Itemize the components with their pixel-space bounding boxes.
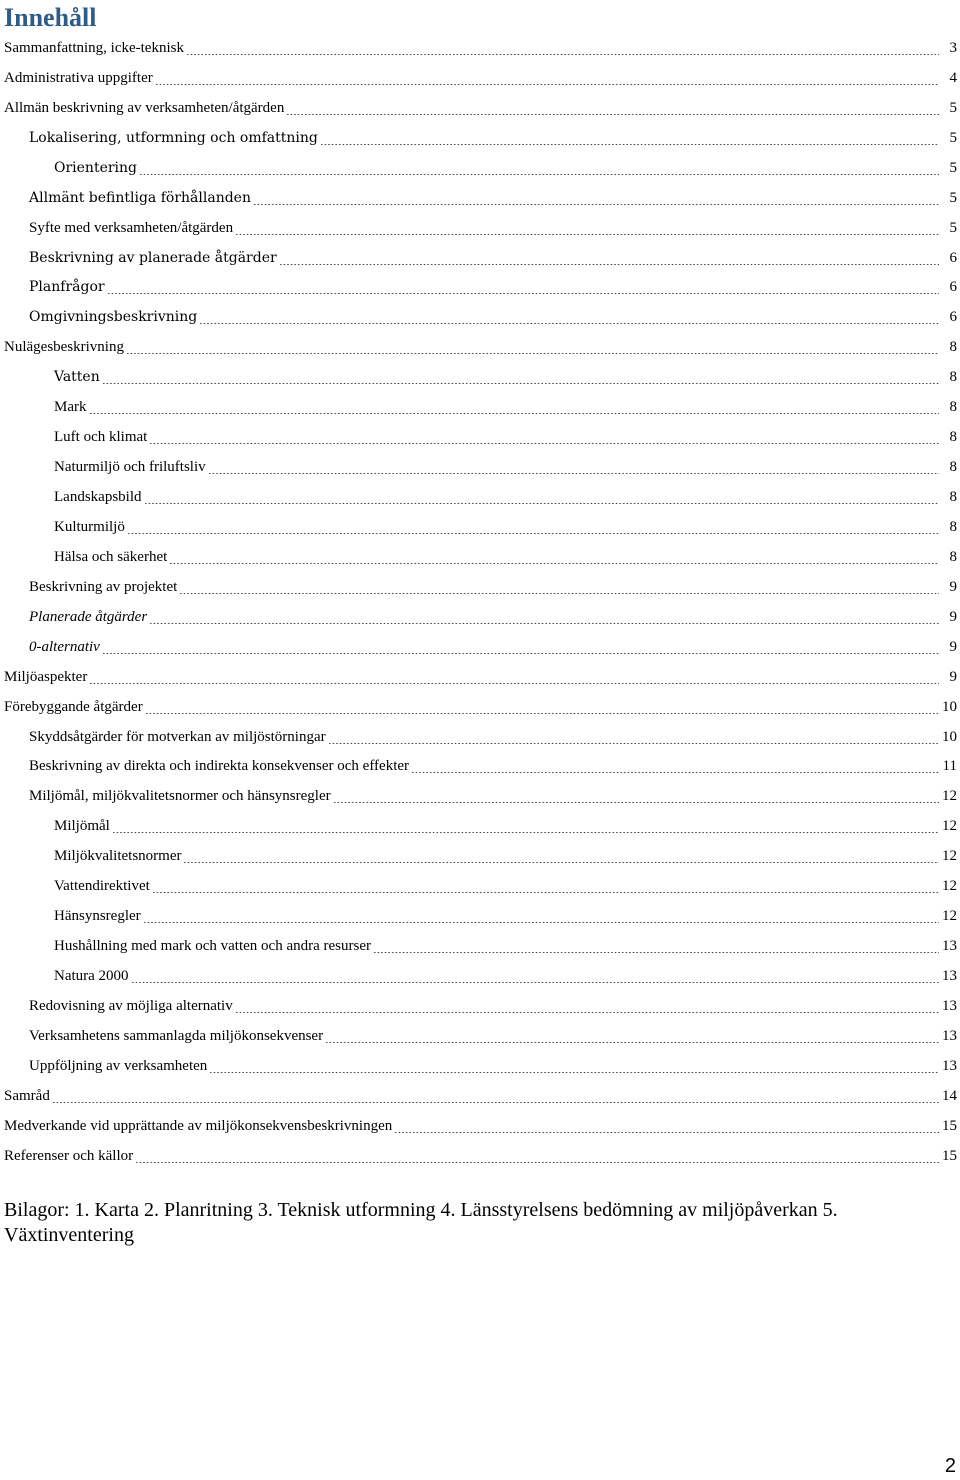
toc-entry-title: Medverkande vid upprättande av miljökonsekvensbeskrivningen <box>4 1117 393 1134</box>
toc-dot-leader <box>320 144 939 145</box>
toc-dot-leader <box>394 1132 939 1133</box>
toc-entry-title: Samråd <box>4 1087 50 1104</box>
toc-entry-title: Skyddsåtgärder för motverkan av miljöstörningar <box>29 728 326 745</box>
toc-entry[interactable] <box>0 362 960 392</box>
toc-dot-leader <box>107 293 939 294</box>
toc-entry-page: 10 <box>942 698 957 715</box>
toc-entry-title: Verksamhetens sammanlagda miljökonsekvenser <box>29 1027 324 1044</box>
toc-entry[interactable] <box>0 63 960 93</box>
toc-dot-leader <box>235 234 939 235</box>
toc-dot-leader <box>208 473 939 474</box>
toc-dot-leader <box>52 1102 939 1103</box>
toc-entry-title: Hälsa och säkerhet <box>54 548 168 565</box>
toc-dot-leader <box>149 443 939 444</box>
toc-entry-page: 8 <box>949 518 957 535</box>
toc-dot-leader <box>89 413 940 414</box>
toc-entry-page: 8 <box>949 459 957 476</box>
toc-entry-title: Planerade åtgärder <box>29 608 148 625</box>
toc-entry[interactable] <box>0 602 960 632</box>
toc-entry-title: Natura 2000 <box>54 968 129 985</box>
toc-dot-leader <box>139 174 939 175</box>
toc-entry-page: 8 <box>949 548 957 565</box>
toc-dot-leader <box>112 832 939 833</box>
toc-entry-title: Hushållning med mark och vatten och andra resurser <box>54 938 371 955</box>
toc-entry[interactable] <box>0 662 960 692</box>
toc-entry-title: Beskrivning av projektet <box>29 578 178 595</box>
toc-dot-leader <box>155 84 939 85</box>
toc-entry-page: 11 <box>942 758 957 775</box>
toc-dot-leader <box>89 683 939 684</box>
toc-entry-page: 12 <box>942 908 957 925</box>
toc-entry[interactable] <box>0 781 960 811</box>
toc-entry[interactable] <box>0 123 960 153</box>
toc-entry-page: 5 <box>949 99 957 116</box>
toc-dot-leader <box>179 593 939 594</box>
toc-dot-leader <box>373 952 939 953</box>
toc-entry-page: 8 <box>949 399 957 416</box>
toc-entry[interactable] <box>0 332 960 362</box>
toc-entry[interactable] <box>0 692 960 722</box>
toc-entry-page: 3 <box>949 39 957 56</box>
toc-entry[interactable] <box>0 991 960 1021</box>
toc-entry[interactable] <box>0 572 960 602</box>
toc-entry[interactable] <box>0 1051 960 1081</box>
toc-entry-title: Miljömål, miljökvalitetsnormer och hänsynsregler <box>29 788 331 805</box>
toc-entry[interactable] <box>0 1141 960 1171</box>
toc-entry-page: 8 <box>949 369 957 386</box>
toc-entry[interactable] <box>0 1111 960 1141</box>
toc-entry-title: Uppföljning av verksamheten <box>29 1057 208 1074</box>
toc-entry-title: Sammanfattning, icke-teknisk <box>4 39 184 56</box>
toc-entry[interactable] <box>0 153 960 183</box>
toc-entry-page: 13 <box>942 997 957 1014</box>
table-of-contents <box>0 33 960 1171</box>
toc-dot-leader <box>145 713 939 714</box>
toc-entry[interactable] <box>0 273 960 303</box>
toc-entry-page: 13 <box>942 1027 957 1044</box>
toc-entry-page: 8 <box>949 429 957 446</box>
toc-entry-title: Redovisning av möjliga alternativ <box>29 997 233 1014</box>
toc-entry-page: 12 <box>942 818 957 835</box>
toc-entry-title: Planfrågor <box>29 279 105 296</box>
toc-entry-page: 6 <box>949 279 957 296</box>
toc-entry[interactable] <box>0 841 960 871</box>
toc-entry[interactable] <box>0 901 960 931</box>
toc-dot-leader <box>149 623 939 624</box>
toc-entry[interactable] <box>0 811 960 841</box>
toc-entry-title: Landskapsbild <box>54 489 142 506</box>
toc-entry[interactable] <box>0 302 960 332</box>
toc-entry-page: 5 <box>949 189 957 206</box>
toc-entry-page: 8 <box>949 489 957 506</box>
toc-dot-leader <box>126 353 939 354</box>
toc-entry-page: 5 <box>949 159 957 176</box>
toc-entry-page: 5 <box>949 129 957 146</box>
toc-dot-leader <box>127 533 939 534</box>
toc-entry-title: Lokalisering, utformning och omfattning <box>29 129 318 146</box>
toc-entry-title: Naturmiljö och friluftsliv <box>54 459 206 476</box>
toc-entry-title: Referenser och källor <box>4 1147 134 1164</box>
toc-entry-page: 12 <box>942 848 957 865</box>
toc-dot-leader <box>253 204 939 205</box>
toc-entry[interactable] <box>0 183 960 213</box>
toc-entry[interactable] <box>0 931 960 961</box>
toc-heading: Innehåll <box>4 3 97 32</box>
toc-entry-title: Mark <box>54 399 87 416</box>
toc-entry-title: Luft och klimat <box>54 429 148 446</box>
toc-entry-page: 15 <box>942 1117 957 1134</box>
toc-entry[interactable] <box>0 632 960 662</box>
toc-entry[interactable] <box>0 243 960 273</box>
appendices-list: Bilagor: 1. Karta 2. Planritning 3. Teknisk utformning 4. Länsstyrelsens bedömning av miljöpåverkan 5. Växtinventering <box>4 1199 838 1246</box>
toc-entry-page: 5 <box>949 219 957 236</box>
toc-entry-title: Allmänt befintliga förhållanden <box>29 189 251 206</box>
toc-entry-title: Syfte med verksamheten/åtgärden <box>29 219 234 236</box>
toc-dot-leader <box>135 1162 939 1163</box>
toc-entry-title: Vatten <box>54 369 100 386</box>
toc-entry-title: Förebyggande åtgärder <box>4 698 143 715</box>
toc-dot-leader <box>411 772 939 773</box>
toc-entry-page: 6 <box>949 309 957 326</box>
toc-entry-page: 12 <box>942 788 957 805</box>
toc-entry-title: Omgivningsbeskrivning <box>29 309 198 326</box>
toc-dot-leader <box>286 114 939 115</box>
toc-entry[interactable] <box>0 482 960 512</box>
toc-entry-page: 9 <box>949 668 957 685</box>
toc-dot-leader <box>183 862 939 863</box>
toc-entry-title: Miljökvalitetsnormer <box>54 848 182 865</box>
toc-entry[interactable] <box>0 752 960 782</box>
toc-entry-title: Miljöaspekter <box>4 668 88 685</box>
toc-entry-page: 4 <box>949 69 957 86</box>
toc-entry-page: 10 <box>942 728 957 745</box>
toc-entry[interactable] <box>0 512 960 542</box>
toc-dot-leader <box>131 982 939 983</box>
toc-entry-page: 9 <box>949 638 957 655</box>
toc-entry[interactable] <box>0 93 960 123</box>
toc-dot-leader <box>209 1072 939 1073</box>
toc-entry-title: Miljömål <box>54 818 110 835</box>
toc-entry-page: 8 <box>949 339 957 356</box>
toc-entry[interactable] <box>0 33 960 63</box>
toc-entry-title: Allmän beskrivning av verksamheten/åtgärden <box>4 99 285 116</box>
toc-entry[interactable] <box>0 213 960 243</box>
toc-entry-page: 12 <box>942 878 957 895</box>
toc-entry-title: Kulturmiljö <box>54 518 125 535</box>
toc-entry-page: 13 <box>942 1057 957 1074</box>
toc-dot-leader <box>144 503 940 504</box>
toc-entry[interactable] <box>0 542 960 572</box>
toc-entry[interactable] <box>0 1081 960 1111</box>
toc-entry-page: 15 <box>942 1147 957 1164</box>
toc-dot-leader <box>328 743 939 744</box>
toc-entry[interactable] <box>0 722 960 752</box>
toc-dot-leader <box>279 264 939 265</box>
toc-dot-leader <box>333 802 939 803</box>
toc-dot-leader <box>235 1012 939 1013</box>
toc-entry[interactable] <box>0 961 960 991</box>
toc-entry-title: 0-alternativ <box>29 638 100 655</box>
toc-dot-leader <box>169 563 939 564</box>
toc-entry-title: Vattendirektivet <box>54 878 150 895</box>
toc-entry-title: Nulägesbeskrivning <box>4 339 124 356</box>
toc-entry[interactable] <box>0 452 960 482</box>
toc-entry-page: 13 <box>942 968 957 985</box>
toc-entry-title: Orientering <box>54 159 138 176</box>
toc-entry-title: Beskrivning av direkta och indirekta konsekvenser och effekter <box>29 758 410 775</box>
toc-entry-page: 14 <box>942 1087 957 1104</box>
toc-entry-title: Beskrivning av planerade åtgärder <box>29 249 277 266</box>
toc-dot-leader <box>102 653 939 654</box>
toc-entry[interactable] <box>0 392 960 422</box>
toc-entry-page: 13 <box>942 938 957 955</box>
toc-dot-leader <box>143 922 939 923</box>
toc-entry-title: Hänsynsregler <box>54 908 141 925</box>
toc-dot-leader <box>152 892 939 893</box>
toc-entry-page: 6 <box>949 249 957 266</box>
toc-entry-title: Administrativa uppgifter <box>4 69 153 86</box>
toc-dot-leader <box>102 383 939 384</box>
toc-dot-leader <box>325 1042 939 1043</box>
toc-entry[interactable] <box>0 1021 960 1051</box>
toc-entry[interactable] <box>0 871 960 901</box>
toc-dot-leader <box>186 54 939 55</box>
toc-dot-leader <box>199 323 939 324</box>
page-number: 2 <box>944 1455 956 1477</box>
toc-entry[interactable] <box>0 422 960 452</box>
toc-entry-page: 9 <box>949 608 957 625</box>
toc-entry-page: 9 <box>949 578 957 595</box>
